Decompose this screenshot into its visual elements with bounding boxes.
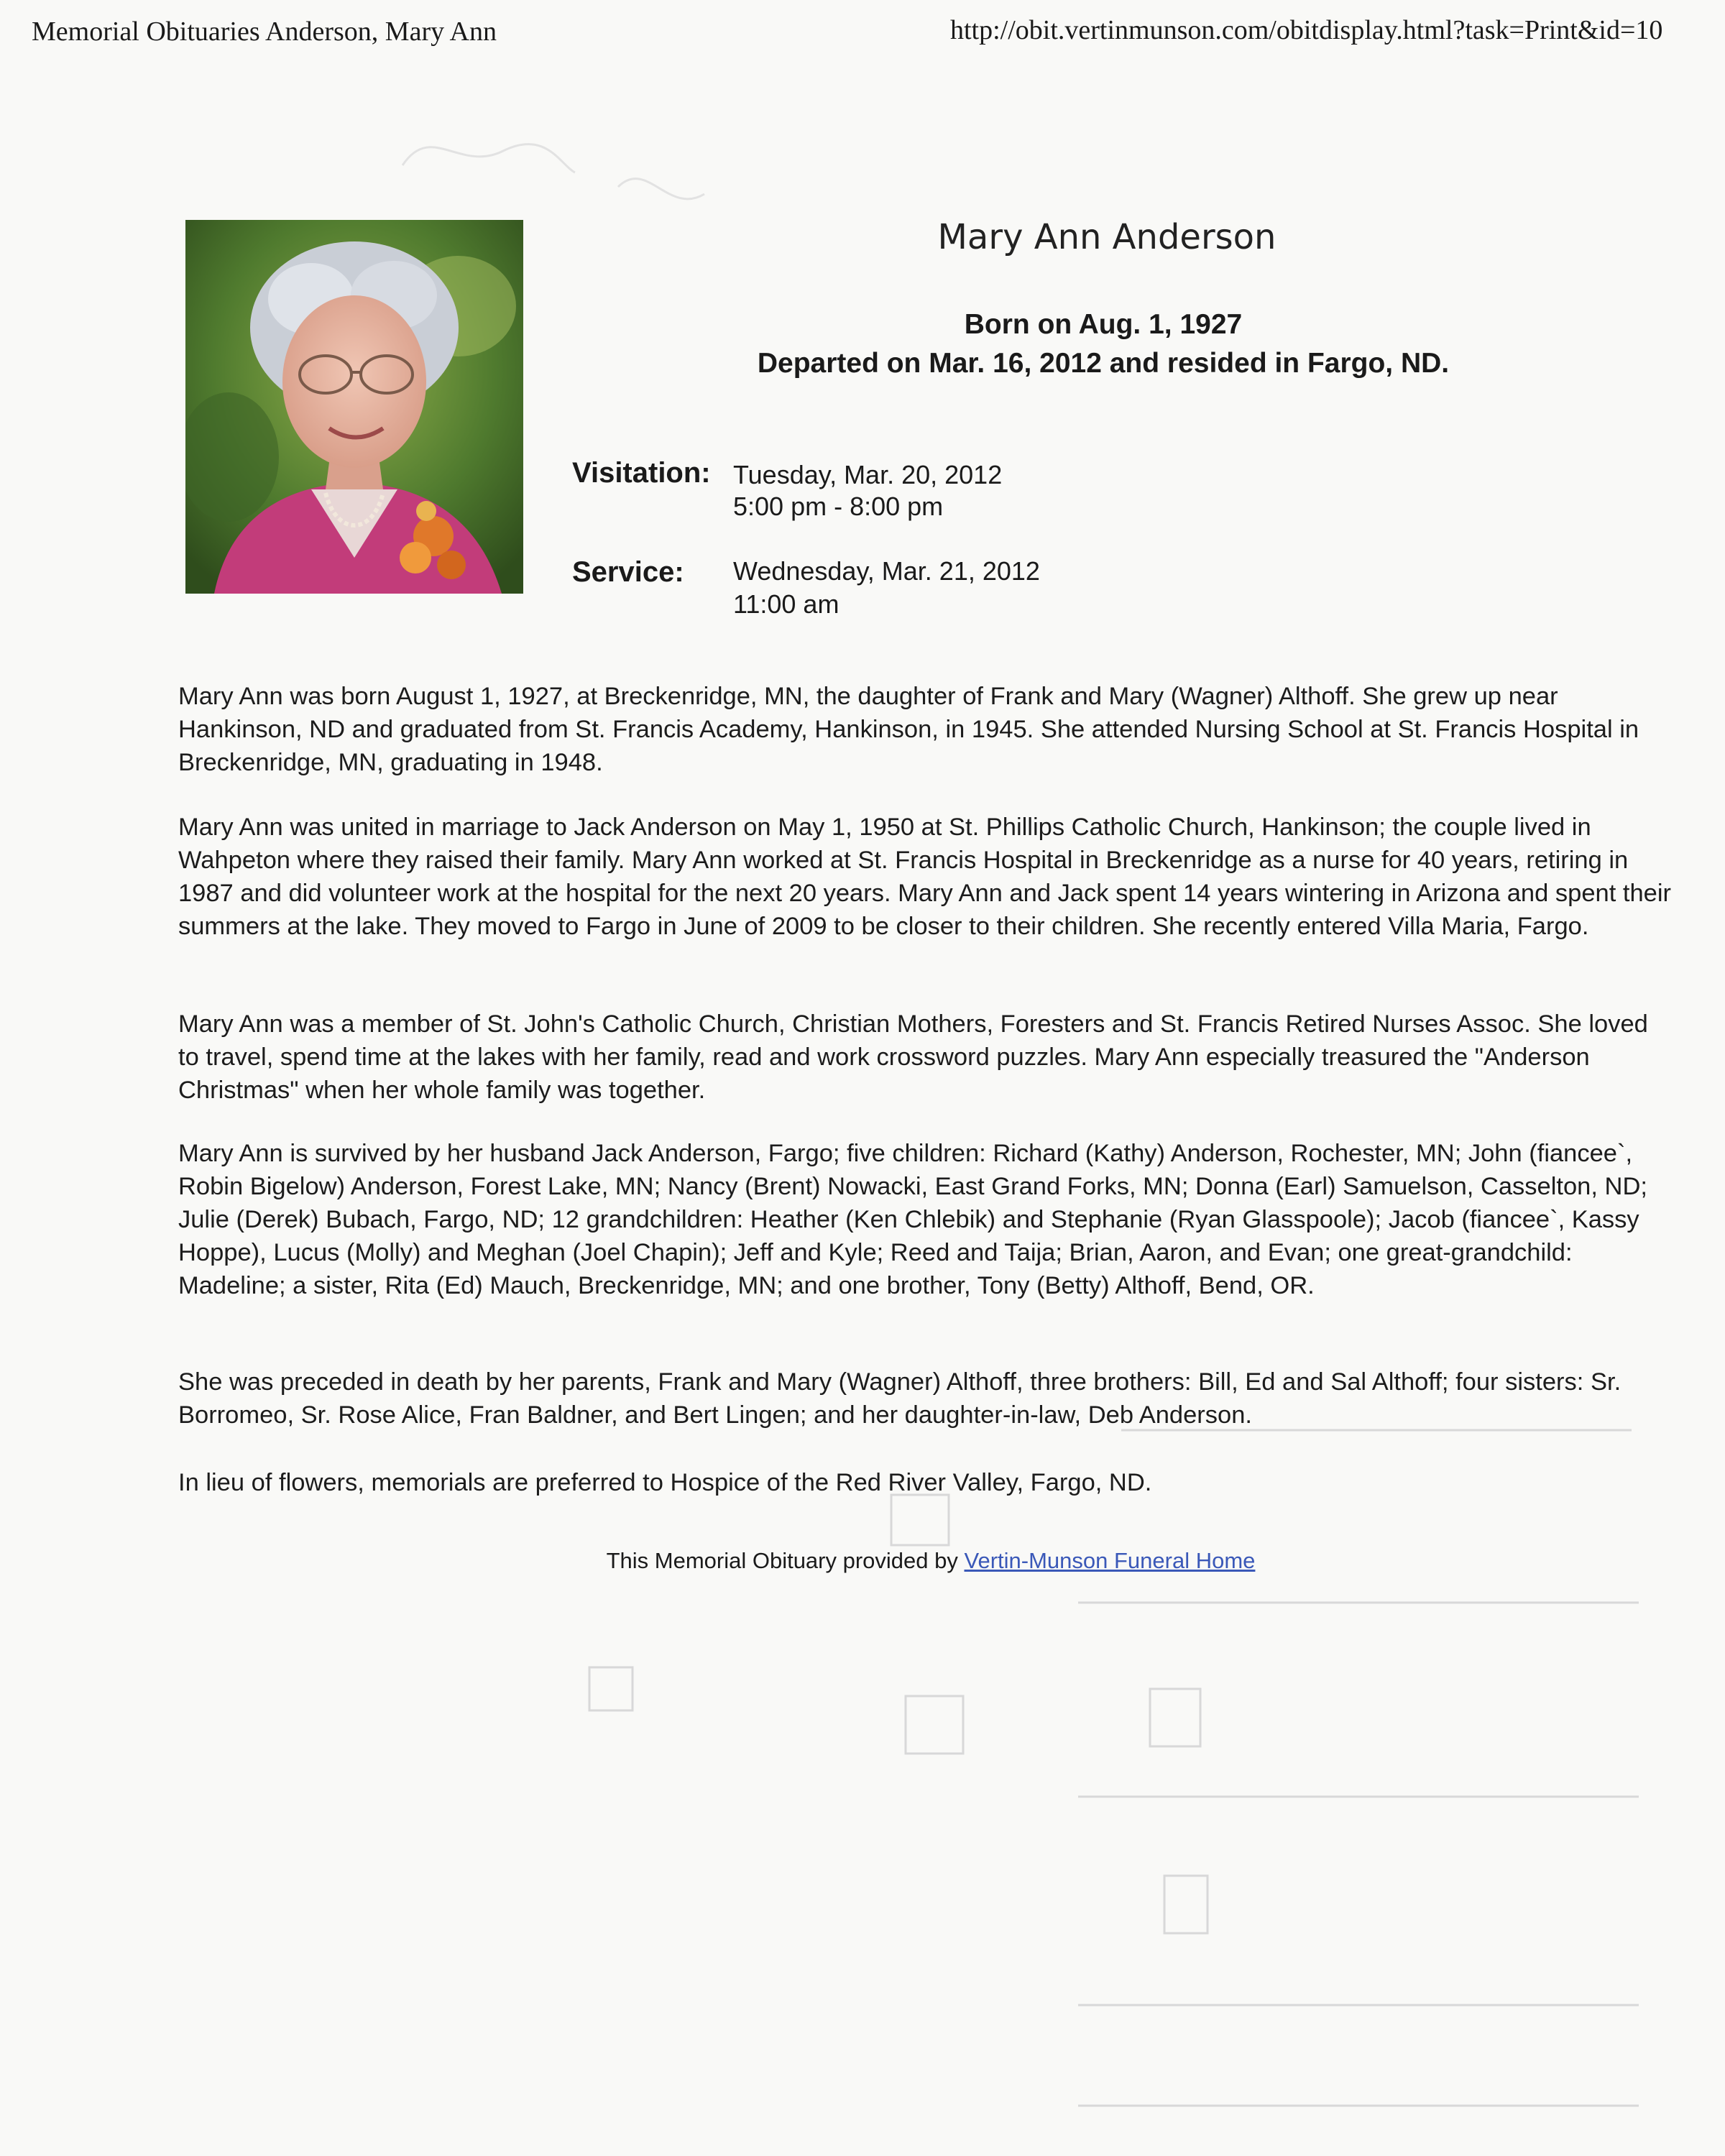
service-time: 11:00 am — [733, 589, 840, 619]
paragraph-text: Mary Ann was united in marriage to Jack Anderson on May 1, 1950 at St. Phillips Catholic Church, Hankinson; the couple lived in Wahpeton where they raised their family. Mary Ann worked at St. Francis Hospital in Breckenridge as a nurse for 40 years, retiring in 1987 and did volunteer work at the hospital for the next 20 years. Mary Ann and Jack spent 14 years wintering in Arizona and spent their summers at the lake. They moved to Fargo in June of 2009 to be closer to their children. She recently entered Villa Maria, Fargo. — [178, 814, 1671, 940]
provided-by-footer — [374, 1548, 1488, 1574]
obituary-paragraph-survivors — [178, 1137, 1673, 1302]
funeral-home-link[interactable]: Vertin-Munson Funeral Home — [964, 1548, 1256, 1573]
visitation-time: 5:00 pm - 8:00 pm — [733, 492, 944, 521]
paragraph-text: In lieu of flowers, memorials are preferred to Hospice of the Red River Valley, Fargo, ND. — [178, 1469, 1152, 1496]
header-title: Memorial Obituaries Anderson, Mary Ann — [32, 17, 497, 47]
obituary-paragraph-marriage — [178, 811, 1673, 943]
obituary-paragraph-preceded — [178, 1365, 1673, 1432]
service-date: Wednesday, Mar. 21, 2012 — [733, 556, 1040, 586]
paragraph-text: Mary Ann is survived by her husband Jack Anderson, Fargo; five children: Richard (Kathy) Anderson, Rochester, MN; John (fiancee`, Robin Bigelow) Anderson, Forest Lake, MN; Nancy (Brent) Nowacki, East Grand Forks, MN; Donna (Earl) Samuelson, Casselton, ND; Julie (Derek) Bubach, Fargo, ND; 12 grandchildren: Heather (Ken Chlebik) and Stephanie (Ryan Glasspoole); Jacob (fiancee`, Kassy Hoppe), Lucus (Molly) and Meghan (Joel Chapin); Jeff and Kyle; Reed and Taija; Brian, Aaron, and Evan; one great-grandchild: Madeline; a sister, Rita (Ed) Mauch, Breckenridge, MN; and one brother, Tony (Betty) Althoff, Bend, OR. — [178, 1140, 1647, 1299]
departed-info: Departed on Mar. 16, 2012 and resided in Fargo, ND. — [757, 348, 1450, 379]
paragraph-text: Mary Ann was born August 1, 1927, at Breckenridge, MN, the daughter of Frank and Mary (Wagner) Althoff. She grew up near Hankinson, ND and graduated from St. Francis Academy, Hankinson, in 1945. She attended Nursing School at St. Francis Hospital in Breckenridge, MN, graduating in 1948. — [178, 683, 1639, 776]
paragraph-text: She was preceded in death by her parents, Frank and Mary (Wagner) Althoff, three brothers: Bill, Ed and Sal Althoff; four sisters: Sr. Borromeo, Sr. Rose Alice, Fran Baldner, and Bert Lingen; and her daughter-in-law, Deb Anderson. — [178, 1368, 1622, 1429]
visitation-date: Tuesday, Mar. 20, 2012 — [733, 460, 1003, 489]
footer-prefix: This Memorial Obituary provided by — [606, 1548, 958, 1573]
service-label: Service: — [572, 556, 684, 588]
obituary-paragraph-birth — [178, 680, 1673, 779]
deceased-name: Mary Ann Anderson — [937, 217, 1276, 257]
obituary-paragraph-memorials — [178, 1466, 1673, 1499]
born-date: Born on Aug. 1, 1927 — [964, 309, 1243, 340]
header-url[interactable]: http://obit.vertinmunson.com/obitdisplay.html?task=Print&id=10 — [950, 15, 1663, 45]
obituary-paragraph-membership — [178, 1008, 1673, 1107]
visitation-label: Visitation: — [572, 457, 711, 489]
paragraph-text: Mary Ann was a member of St. John's Catholic Church, Christian Mothers, Foresters and St. Francis Retired Nurses Assoc. She loved to travel, spend time at the lakes with her family, read and work crossword puzzles. Mary Ann especially treasured the "Anderson Christmas" when her whole family was together. — [178, 1010, 1648, 1104]
portrait-photo — [185, 220, 523, 594]
